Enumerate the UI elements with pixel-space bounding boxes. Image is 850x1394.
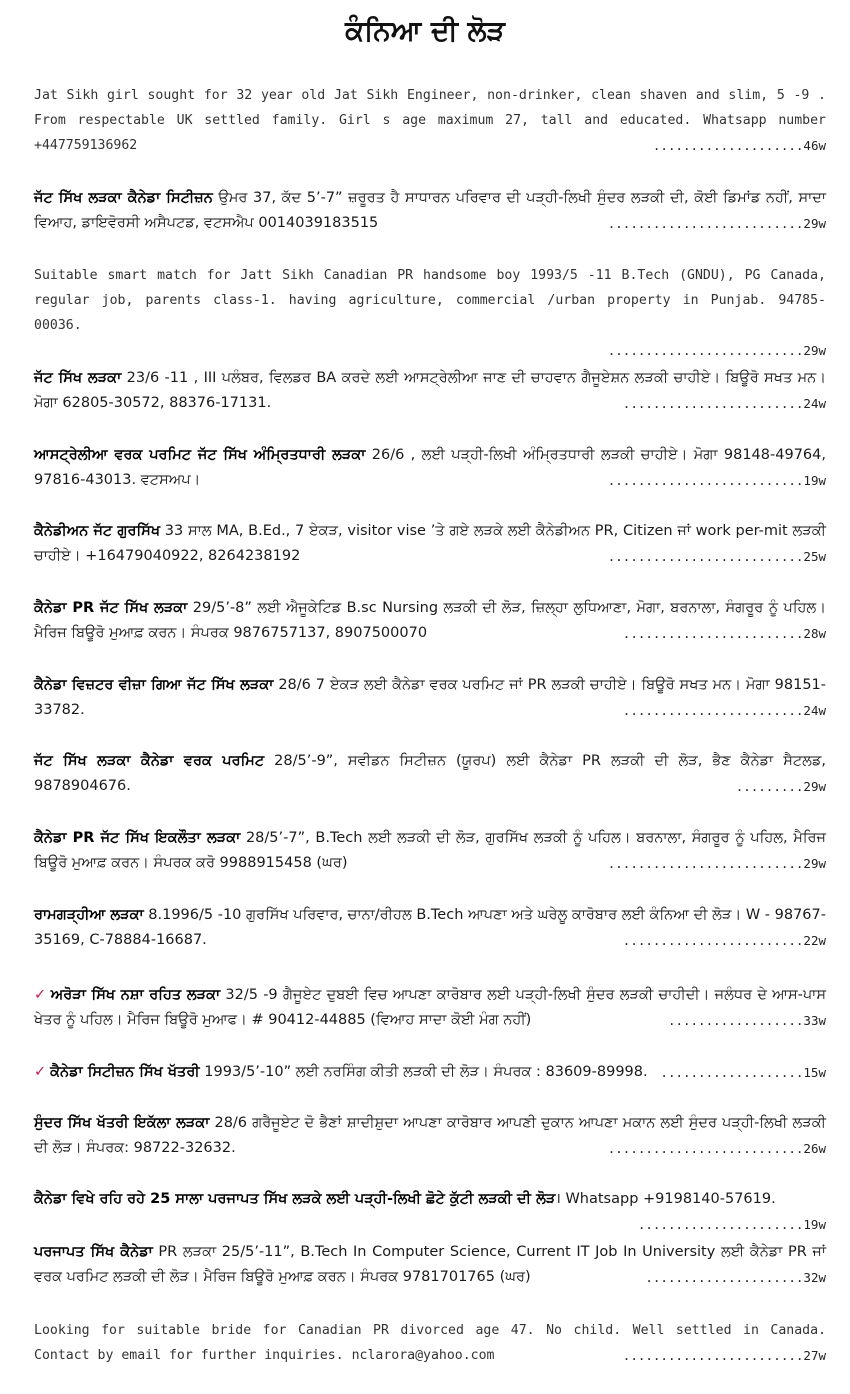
ad-lead: ਅਰੋੜਾ ਸਿੱਖ ਨਸ਼ਾ ਰਹਿਤ ਲੜਕਾ (50, 987, 221, 1003)
ad-text: 28/5’-9”, ਸਵੀਡਨ ਸਿਟੀਜ਼ਨ (ਯੂਰਪ) ਲਈ ਕੈਨੇਡਾ PR ਲੜਕੀ ਦੀ ਲੋੜ, ਭੈਣ ਕੈਨੇਡਾ ਸੈਟਲਡ, 9878904676. (34, 753, 826, 794)
ad-12 (34, 983, 826, 1033)
ad-lead: ਜੱਟ ਸਿੱਖ ਲੜਕਾ (34, 370, 122, 386)
ad-11 (34, 903, 826, 953)
ad-text: 32/5 -9 ਗੈਜੂਏਟ ਦੁਬਈ ਵਿਚ ਆਪਣਾ ਕਾਰੋਬਾਰ ਲਈ ਪੜ੍ਹੀ-ਲਿਖੀ ਸੁੰਦਰ ਲੜਕੀ ਚਾਹੀਦੀ। ਜਲੰਧਰ ਦੇ ਆਸ-ਪਾਸ ਖੇਤਰ ਨੂੰ ਪਹਿਲ। ਮੈਰਿਜ ਬਿਊਰੋ ਮੁਆਫ। # 90412-44885 (ਵਿਆਹ ਸਾਦਾ ਕੋਈ ਮੰਗ ਨਹੀਂ) (34, 987, 826, 1028)
ad-text: Suitable smart match for Jatt Sikh Canadian PR handsome boy 1993/5 -11 B.Tech (GNDU), PG Canada, regular job, parents class-1. having agriculture, commercial /urban property in Punjab. 94785-00036. (34, 268, 826, 333)
ad-text: 28/6 ਗਰੈਜੂਏਟ ਦੋ ਭੈਣਾਂ ਸ਼ਾਦੀਸ਼ੁਦਾ ਆਪਣਾ ਕਾਰੋਬਾਰ ਆਪਣੀ ਦੁਕਾਨ ਆਪਣਾ ਮਕਾਨ ਲਈ ਸੁੰਦਰ ਪੜ੍ਹੀ-ਲਿਖੀ ਲੜਕੀ ਦੀ ਲੋੜ। ਸੰਪਰਕ: 98722-32632. (34, 1115, 827, 1156)
ad-text: 28/6 7 ਏਕੜ ਲਈ ਕੈਨੇਡਾ ਵਰਕ ਪਰਮਿਟ ਜਾਂ PR ਲੜਕੀ ਚਾਹੀਏ। ਬਿਊਰੋ ਸਖਤ ਮਨ। ਮੋਗਾ 98151-33782. (34, 677, 826, 718)
ad-text: PR ਲੜਕਾ 25/5’-11”, B.Tech In Computer Science, Current IT Job In University ਲਈ ਕੈਨੇਡਾ PR ਜਾਂ ਵਰਕ ਪਰਮਿਟ ਲੜਕੀ ਦੀ ਲੋੜ। ਮੈਰਿਜ ਬਿਊਰੋ ਮੁਆਫ਼ ਕਰਨ। ਸੰਪਰਕ 9781701765 (ਘਰ) (34, 1244, 826, 1285)
ad-7 (34, 596, 826, 646)
ad-17 (34, 1318, 826, 1368)
ad-lead: ਕੈਨੇਡਾ ਵਿਜ਼ਟਰ ਵੀਜ਼ਾ ਗਿਆ ਜੱਟ ਸਿੱਖ ਲੜਕਾ (34, 677, 274, 693)
ad-code: ....................46w (652, 138, 826, 153)
ad-15 (34, 1187, 826, 1237)
ad-code: ..........................29w (607, 343, 826, 358)
ad-text: Jat Sikh girl sought for 32 year old Jat Sikh Engineer, non-drinker, clean shaven and slim, 5 -9 . From respectable UK settled family. Girl s age maximum 27, tall and educated. Whatsapp number +447759136962 (34, 88, 826, 153)
ad-lead: ਰਾਮਗੜ੍ਹੀਆ ਲੜਕਾ (34, 907, 144, 923)
ad-text: 33 ਸਾਲ MA, B.Ed., 7 ਏਕੜ, visitor vise ’ਤੇ ਗਏ ਲੜਕੇ ਲਈ ਕੈਨੇਡੀਅਨ PR, Citizen ਜਾਂ work per-mit ਲੜਕੀ ਚਾਹੀਏ। +16479040922, 8264238192 (34, 523, 827, 564)
page-title: ਕੰਨਿਆ ਦੀ ਲੋੜ (345, 14, 505, 47)
ad-lead: ਜੱਟ ਸਿੱਖ ਲੜਕਾ ਕੈਨੇਡਾ ਵਰਕ ਪਰਮਿਟ (34, 753, 265, 769)
ad-code: ........................22w (622, 933, 826, 948)
ad-10 (34, 826, 826, 876)
ad-lead: ਕੈਨੇਡਾ ਸਿਟੀਜ਼ਨ ਸਿੱਖ ਖੱਤਰੀ (50, 1064, 200, 1080)
ad-3 (34, 263, 826, 363)
ad-code: ..........................26w (607, 1141, 826, 1156)
ad-code: ...................15w (660, 1065, 826, 1080)
ad-1 (34, 83, 826, 158)
ad-14 (34, 1111, 826, 1161)
ad-code: ..........................19w (607, 473, 826, 488)
ad-code: ..........................29w (607, 216, 826, 231)
ad-text: 8.1996/5 -10 ਗੁਰਸਿੱਖ ਪਰਿਵਾਰ, ਚਾਨਾ/ਰੀਹਲ B.Tech ਆਪਣਾ ਅਤੇ ਘਰੇਲੂ ਕਾਰੋਬਾਰ ਲਈ ਕੰਨਿਆ ਦੀ ਲੋੜ। W - 98767-35169, C-78884-16687. (34, 907, 826, 948)
ad-text: Looking for suitable bride for Canadian PR divorced age 47. No child. Well settled in Canada. Contact by email for further inquiries. nclarora@yahoo.com (34, 1323, 826, 1363)
ad-code: .........29w (735, 779, 826, 794)
ad-lead: ਜੱਟ ਸਿੱਖ ਲੜਕਾ ਕੈਨੇਡਾ ਸਿਟੀਜ਼ਨ (34, 190, 213, 206)
ad-lead: ਕੈਨੇਡੀਅਨ ਜੱਟ ਗੁਰਸਿੱਖ (34, 523, 161, 539)
ad-6 (34, 519, 826, 569)
ad-4 (34, 366, 826, 416)
ad-lead: ਆਸਟ੍ਰੇਲੀਆ ਵਰਕ ਪਰਮਿਟ ਜੱਟ ਸਿੱਖ ਅੰਮ੍ਰਿਤਧਾਰੀ ਲੜਕਾ (34, 447, 366, 463)
ad-text: 29/5’-8” ਲਈ ਐਜੂਕੇਟਿਡ B.sc Nursing ਲੜਕੀ ਦੀ ਲੋੜ, ਜ਼ਿਲ੍ਹਾ ਲੁਧਿਆਣਾ, ਮੋਗਾ, ਬਰਨਾਲਾ, ਸੰਗਰੂਰ ਨੂੰ ਪਹਿਲ। ਮੈਰਿਜ ਬਿਊਰੋ ਮੁਆਫ਼ ਕਰਨ। ਸੰਪਰਕ 9876757137, 8907500070 (34, 600, 827, 641)
ad-text: ਉਮਰ 37, ਕੱਦ 5’-7” ਜ਼ਰੂਰਤ ਹੈ ਸਾਧਾਰਨ ਪਰਿਵਾਰ ਦੀ ਪੜ੍ਹੀ-ਲਿਖੀ ਸੁੰਦਰ ਲੜਕੀ ਦੀ, ਕੋਈ ਡਿਮਾਂਡ ਨਹੀਂ, ਸਾਦਾ ਵਿਆਹ, ਡਾਇਵੋਰਸੀ ਅਸੈਪਟਡ, ਵਟਸਐਪ 0014039183515 (34, 190, 826, 231)
ad-5 (34, 443, 826, 493)
ad-code: ........................24w (622, 703, 826, 718)
ad-lead: ਪਰਜਾਪਤ ਸਿੱਖ ਕੈਨੇਡਾ (34, 1244, 153, 1260)
ad-lead: ਕੈਨੇਡਾ PR ਜੱਟ ਸਿੱਖ ਇਕਲੌਤਾ ਲੜਕਾ (34, 830, 241, 846)
ad-text: । Whatsapp +9198140-57619. (555, 1191, 776, 1207)
ad-code: ......................19w (637, 1217, 826, 1232)
ad-code: ..................33w (667, 1013, 826, 1028)
ad-text: 28/5’-7”, B.Tech ਲਈ ਲੜਕੀ ਦੀ ਲੋੜ, ਗੁਰਸਿੱਖ ਲੜਕੀ ਨੂੰ ਪਹਿਲ। ਬਰਨਾਲਾ, ਸੰਗਰੂਰ ਨੂੰ ਪਹਿਲ, ਮੈਰਿਜ ਬਿਊਰੋ ਮੁਆਫ਼ ਕਰਨ। ਸੰਪਰਕ ਕਰੋ 9988915458 (ਘਰ) (34, 830, 826, 871)
ad-code: .....................32w (645, 1270, 826, 1285)
ad-lead: ਕੈਨੇਡਾ ਵਿਖੇ ਰਹਿ ਰਹੇ 25 ਸਾਲਾ ਪਰਜਾਪਤ ਸਿੱਖ ਲੜਕੇ ਲਈ ਪੜ੍ਹੀ-ਲਿਖੀ ਛੋਟੇ ਕੁੱਟੀ ਲੜਕੀ ਦੀ ਲੋੜ (34, 1191, 556, 1207)
ad-9 (34, 749, 826, 799)
ad-lead: ਕੈਨੇਡਾ PR ਜੱਟ ਸਿੱਖ ਲੜਕਾ (34, 600, 188, 616)
ad-code: ..........................25w (607, 549, 826, 564)
ad-16 (34, 1240, 826, 1290)
ad-13 (34, 1060, 826, 1085)
ad-code: ........................24w (622, 396, 826, 411)
checkmark-icon: ✓ (34, 1064, 47, 1080)
ad-code: ........................27w (622, 1348, 826, 1363)
ad-text: 23/6 -11 , III ਪਲੰਬਰ, ਵਿਲਡਰ BA ਕਰਦੇ ਲਈ ਆਸਟ੍ਰੇਲੀਆ ਜਾਣ ਦੀ ਚਾਹਵਾਨ ਗੈਜੂਏਸ਼ਨ ਲੜਕੀ ਚਾਹੀਏ। ਬਿਊਰੋ ਸਖਤ ਮਨ। ਮੋਗਾ 62805-30572, 88376-17131. (34, 370, 827, 411)
ad-code: ..........................29w (607, 856, 826, 871)
ad-8 (34, 673, 826, 723)
checkmark-icon: ✓ (34, 987, 47, 1003)
ad-text: 1993/5’-10” ਲਈ ਨਰਸਿੰਗ ਕੀਤੀ ਲੜਕੀ ਦੀ ਲੋੜ। ਸੰਪਰਕ : 83609-89998. (199, 1064, 648, 1080)
ad-text: 26/6 , ਲਈ ਪੜ੍ਹੀ-ਲਿਖੀ ਅੰਮ੍ਰਿਤਧਾਰੀ ਲੜਕੀ ਚਾਹੀਏ। ਮੋਗਾ 98148-49764, 97816-43013. ਵਟਸਅਪ। (34, 447, 826, 488)
ad-2 (34, 186, 826, 236)
ad-code: ........................28w (622, 626, 826, 641)
ad-lead: ਸੁੰਦਰ ਸਿੱਖ ਖੱਤਰੀ ਇਕੱਲਾ ਲੜਕਾ (34, 1115, 210, 1131)
